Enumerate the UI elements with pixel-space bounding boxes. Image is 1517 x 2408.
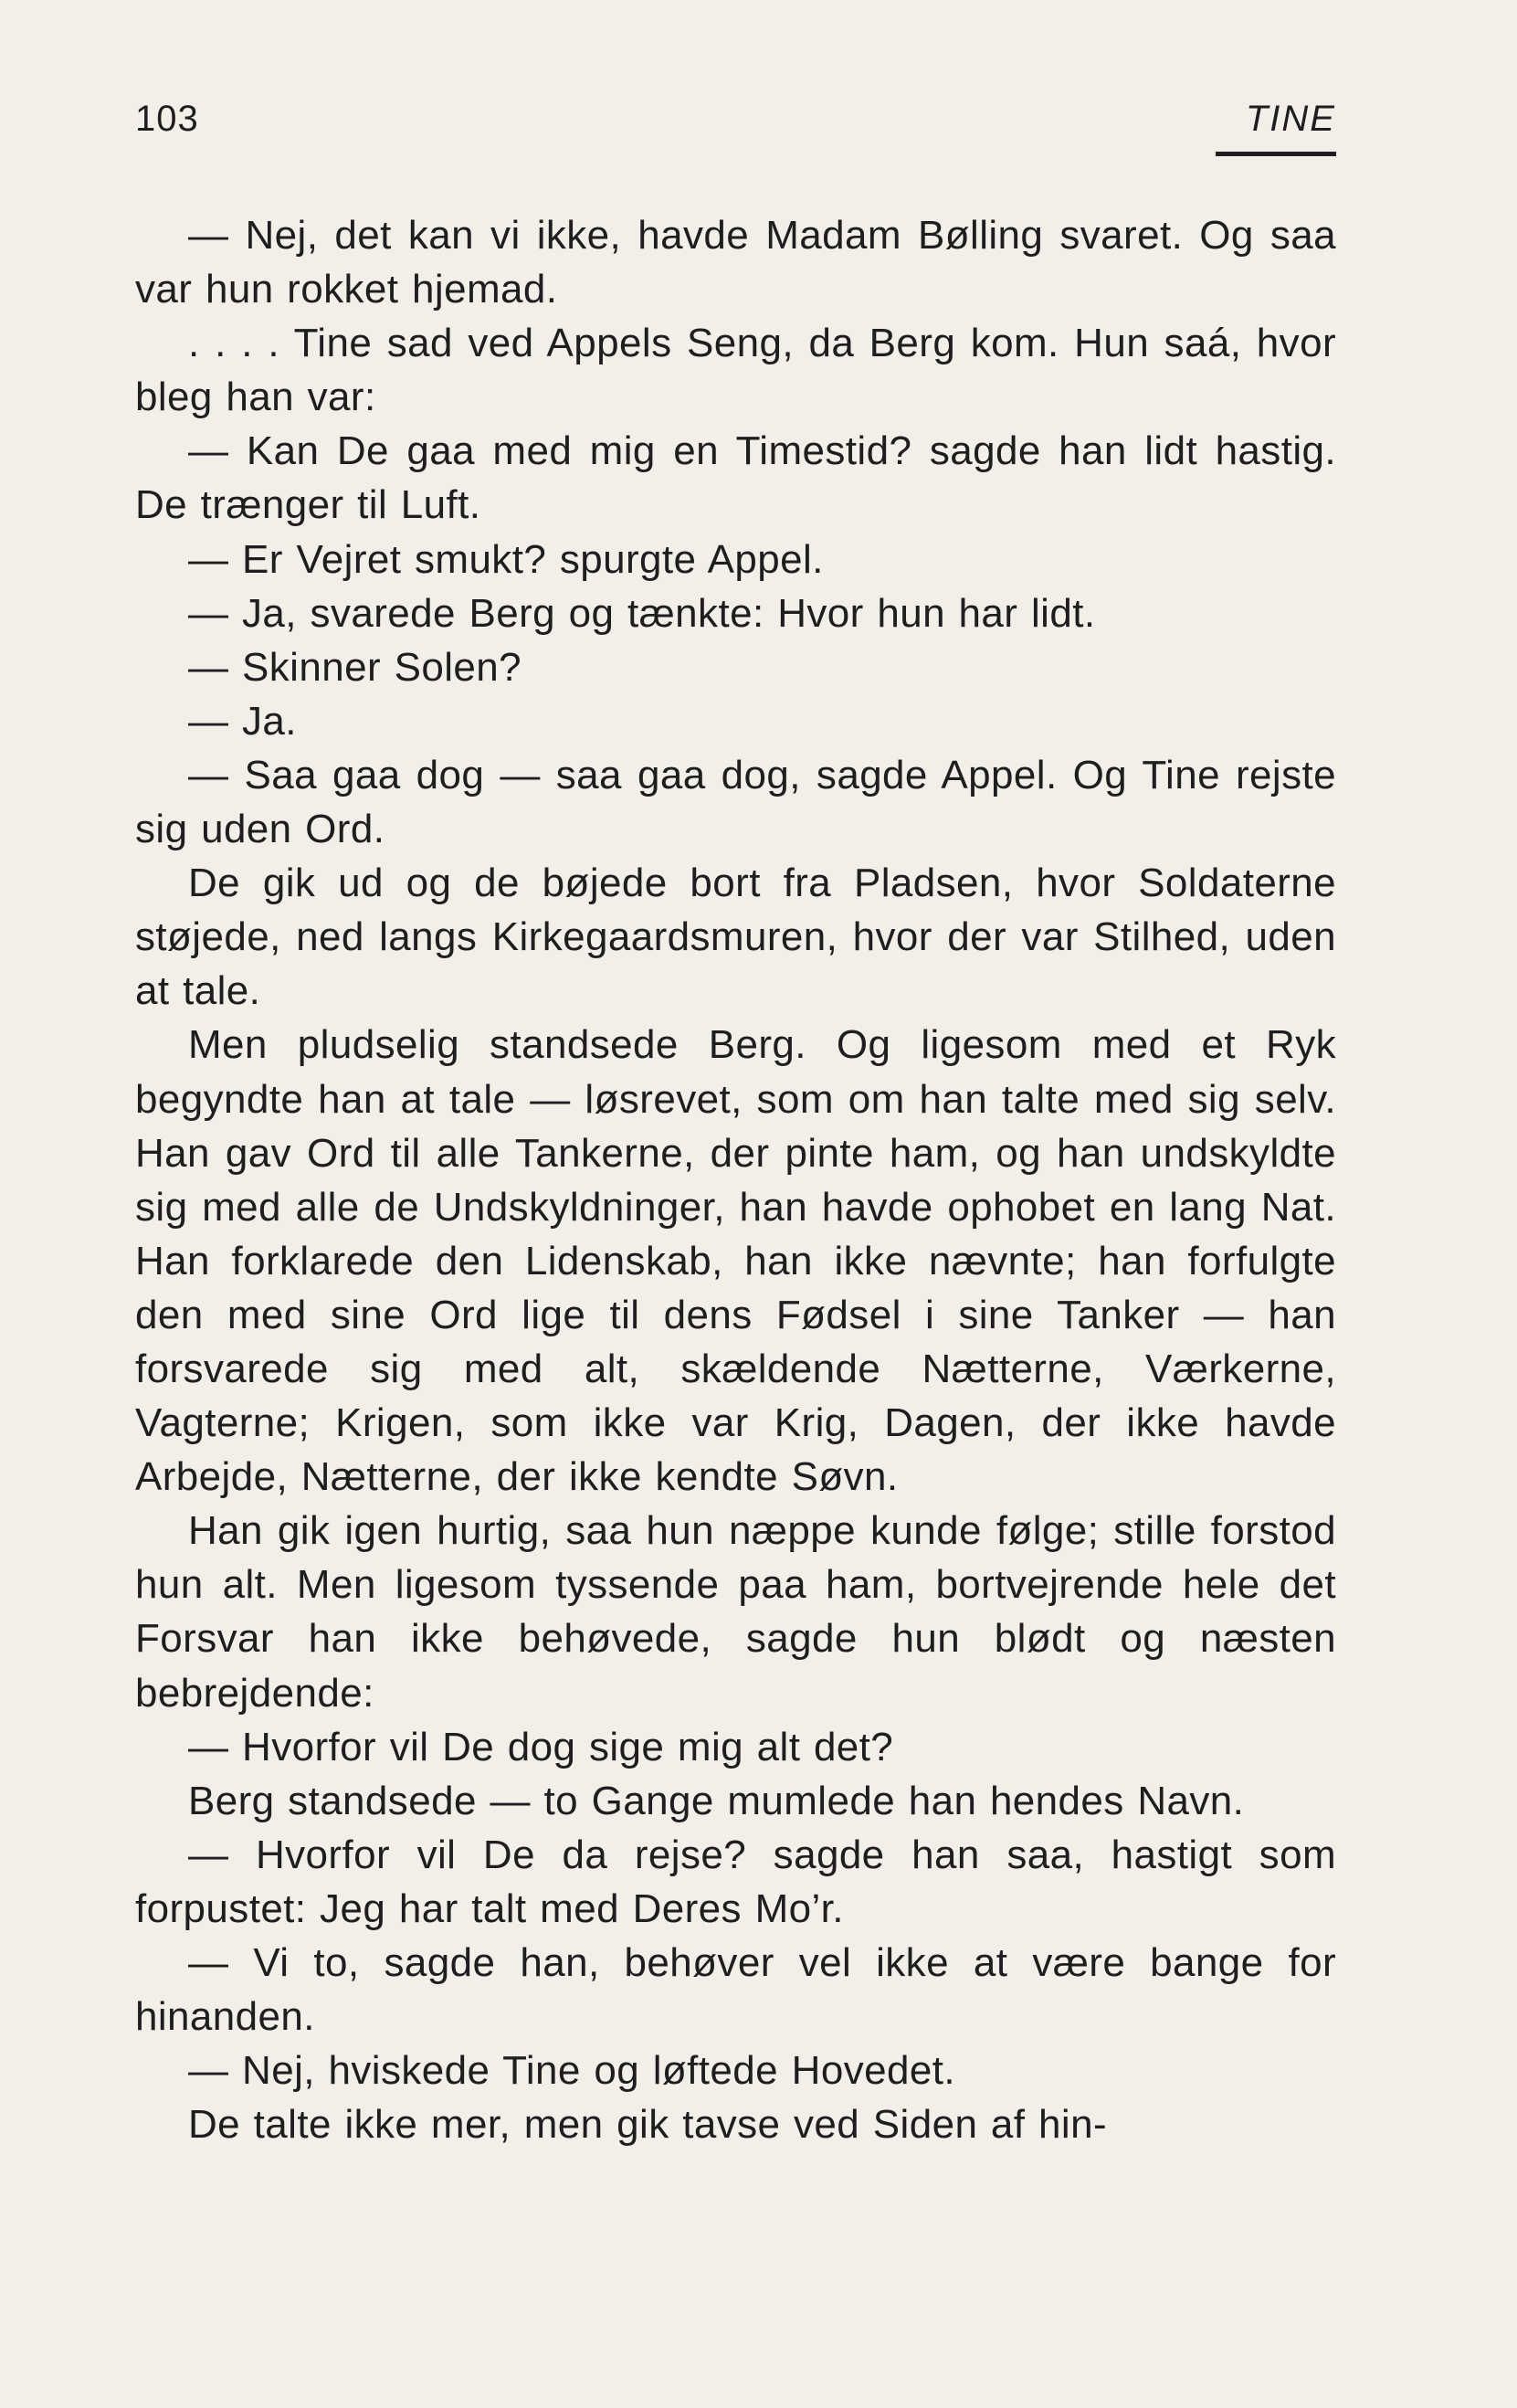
- paragraph: De gik ud og de bøjede bort fra Pladsen, hvor Soldaterne støjede, ned langs Kirkegaardsmuren, hvor der var Stilhed, uden at tale.: [135, 861, 1336, 1014]
- paragraph: . . . . Tine sad ved Appels Seng, da Berg kom. Hun saá, hvor bleg han var:: [135, 321, 1336, 420]
- title-underline: [1216, 152, 1336, 156]
- paragraph: — Ja.: [188, 698, 297, 744]
- paragraph: — Skinner Solen?: [188, 644, 522, 690]
- paragraph: — Ja, svarede Berg og tænkte: Hvor hun har lidt.: [188, 590, 1096, 636]
- paragraph: — Nej, det kan vi ikke, havde Madam Bølling svaret. Og saa var hun rokket hjemad.: [135, 213, 1336, 312]
- paragraph: Men pludselig standsede Berg. Og ligesom med et Ryk begyndte han at tale — løsrevet, som om han talte med sig selv. Han gav Ord til alle Tankerne, der pinte ham, og han undskyldte sig med alle de Undskyldninger, han havde ophobet en lang Nat. Han forklarede den Lidenskab, han ikke nævnte; han forfulgte den med sine Ord lige til dens Fødsel i sine Tanker — han forsvarede sig med alt, skældende Nætterne, Værkerne, Vagterne; Krigen, som ikke var Krig, Dagen, der ikke havde Arbejde, Nætterne, der ikke kendte Søvn.: [135, 1022, 1336, 1500]
- paragraph: — Hvorfor vil De dog sige mig alt det?: [188, 1724, 894, 1769]
- paragraph: — Er Vejret smukt? spurgte Appel.: [188, 536, 824, 582]
- paragraph: De talte ikke mer, men gik tavse ved Siden af hin-: [188, 2102, 1108, 2148]
- paragraph: Berg standsede — to Gange mumlede han hendes Navn.: [188, 1778, 1245, 1823]
- body-text: [135, 208, 1336, 2151]
- page-number: 103: [135, 99, 199, 139]
- paragraph: — Saa gaa dog — saa gaa dog, sagde Appel. Og Tine rejste sig uden Ord.: [135, 752, 1336, 852]
- page-header: [135, 99, 1336, 163]
- running-title: TINE: [1245, 99, 1336, 139]
- paragraph: — Nej, hviskede Tine og løftede Hovedet.: [188, 2048, 955, 2094]
- paragraph: — Vi to, sagde han, behøver vel ikke at være bange for hinanden.: [135, 1940, 1336, 2040]
- paragraph: Han gik igen hurtig, saa hun næppe kunde følge; stille forstod hun alt. Men ligesom tyssende paa ham, bortvejrende hele det Forsvar han ikke behøvede, sagde hun blødt og næsten bebrejdende:: [135, 1508, 1336, 1716]
- paragraph: — Hvorfor vil De da rejse? sagde han saa, hastigt som forpustet: Jeg har talt med Deres Mo’r.: [135, 1832, 1336, 1931]
- paragraph: — Kan De gaa med mig en Timestid? sagde han lidt hastig. De trænger til Luft.: [135, 428, 1336, 528]
